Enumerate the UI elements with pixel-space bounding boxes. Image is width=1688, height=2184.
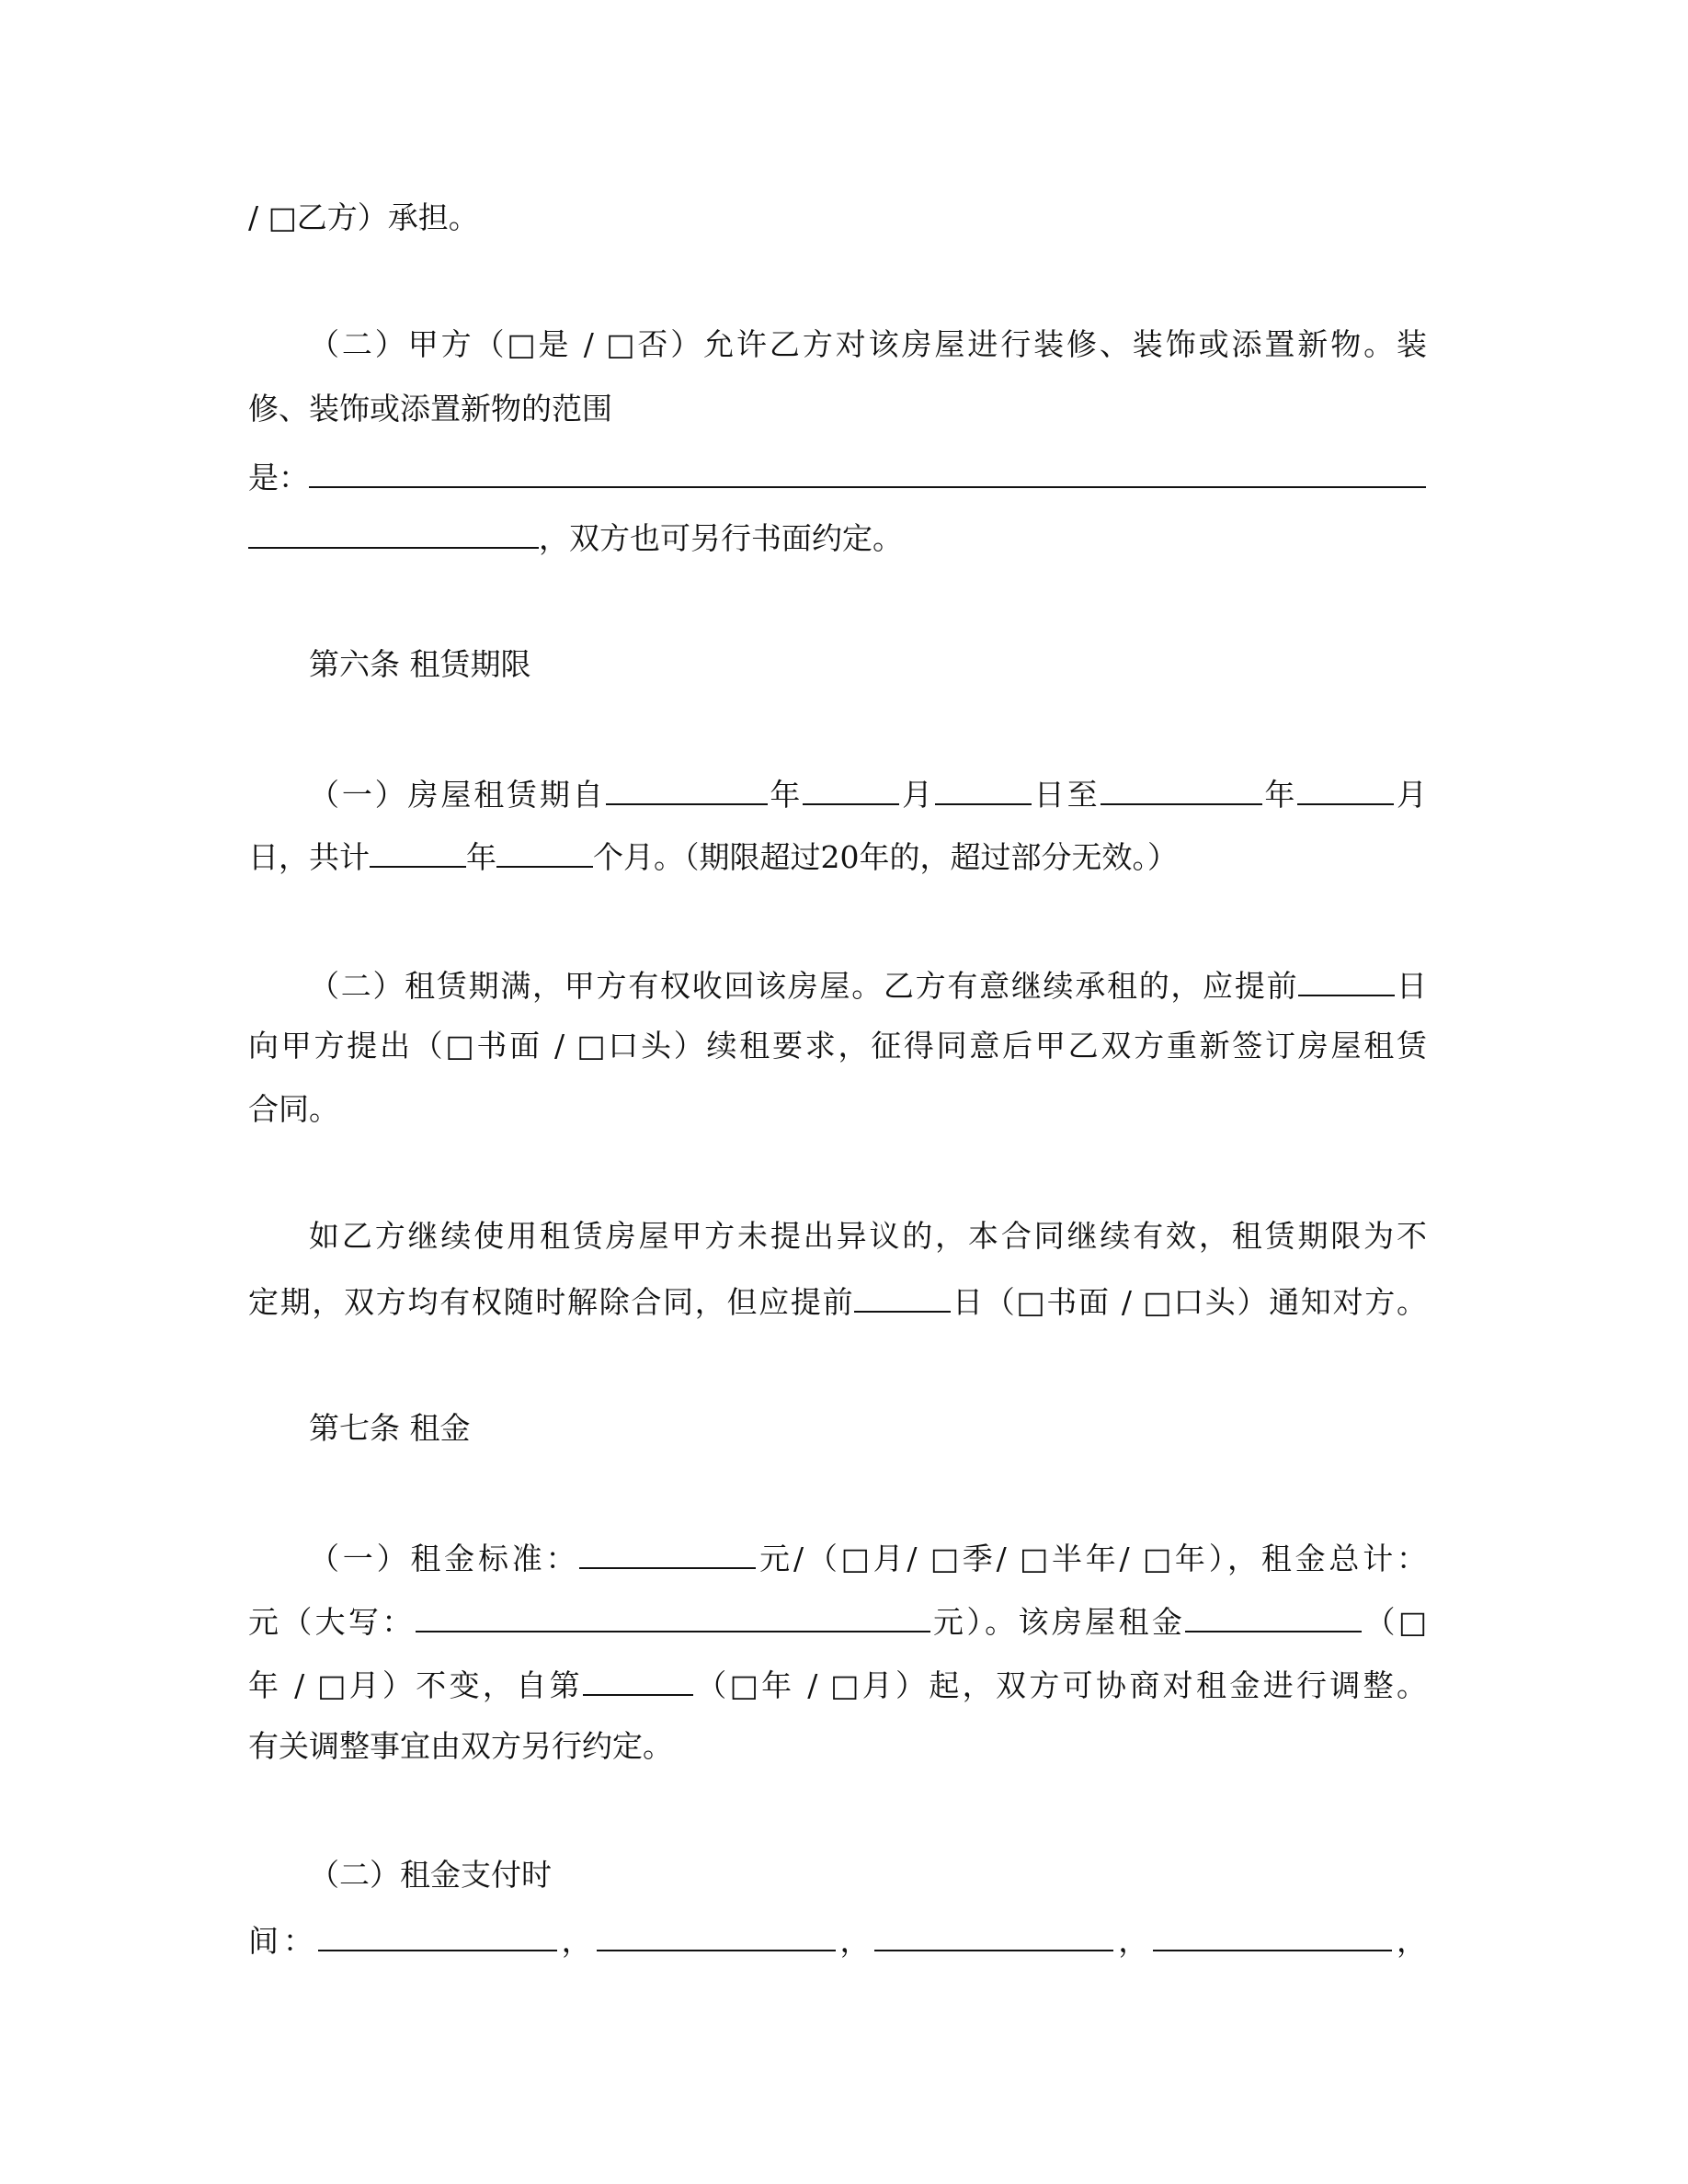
- text-line: [248, 1599, 1427, 1643]
- text: 月: [899, 777, 935, 813]
- blank-field[interactable]: [496, 835, 593, 868]
- blank-field[interactable]: [1185, 1599, 1362, 1632]
- text-line: [248, 835, 1427, 878]
- text: （二）租赁期满，甲方有权收回该房屋。乙方有意继续承租的，应提前: [309, 968, 1299, 1004]
- article-heading: [248, 644, 1427, 685]
- text: 元）。该房屋租金: [930, 1604, 1186, 1640]
- blank-field[interactable]: [1298, 963, 1395, 996]
- heading-text: 第七条 租金: [309, 1410, 471, 1446]
- text: 间：: [248, 1923, 318, 1959]
- text: 元/（□月/ □季/ □半年/ □年），租金总计：: [756, 1541, 1427, 1576]
- heading-text: 第六条 租赁期限: [309, 646, 531, 682]
- text: 年 / □月）不变，自第: [248, 1667, 583, 1703]
- text-line: [248, 772, 1427, 815]
- text: 修、装饰或添置新物的范围: [248, 391, 612, 427]
- text-line: [248, 1726, 1427, 1767]
- text-line: [248, 1918, 1427, 1962]
- blank-field[interactable]: [1153, 1918, 1392, 1951]
- text: 日（□书面 / □口头）通知对方。: [951, 1284, 1427, 1320]
- blank-field[interactable]: [370, 835, 466, 868]
- blank-field[interactable]: [248, 516, 539, 549]
- blank-field[interactable]: [309, 455, 1426, 488]
- blank-field[interactable]: [606, 772, 768, 805]
- text-line: [248, 324, 1427, 365]
- text: ，: [556, 1923, 597, 1959]
- text-line: [248, 1026, 1427, 1066]
- text: （□年 / □月）起，双方可协商对租金进行调整。: [692, 1667, 1427, 1703]
- article-heading: [248, 1408, 1427, 1449]
- text: 定期，双方均有权随时解除合同，但应提前: [248, 1284, 855, 1320]
- blank-field[interactable]: [318, 1918, 557, 1951]
- text-line: [248, 1280, 1427, 1323]
- text: 向甲方提出（□书面 / □口头）续租要求，征得同意后甲乙双方重新签订房屋租赁: [248, 1028, 1427, 1064]
- text: 日，共计: [248, 839, 370, 875]
- text: 年: [1261, 777, 1298, 813]
- text-line: [248, 1089, 1427, 1130]
- text-line: [248, 1216, 1427, 1257]
- text-line: [248, 455, 1427, 498]
- text: / □乙方）承担。: [248, 199, 479, 235]
- blank-field[interactable]: [803, 772, 899, 805]
- text: 日至: [1031, 777, 1101, 813]
- text-line: [248, 1536, 1427, 1579]
- text: 有关调整事宜由双方另行约定。: [248, 1728, 673, 1764]
- text: ，: [835, 1923, 875, 1959]
- blank-field[interactable]: [1101, 772, 1262, 805]
- text: 日: [1395, 968, 1427, 1004]
- text: ，双方也可另行书面约定。: [539, 520, 903, 556]
- blank-field[interactable]: [416, 1599, 930, 1632]
- text: 合同。: [248, 1091, 339, 1127]
- text: 是：: [248, 460, 309, 495]
- text-line: [248, 963, 1427, 1007]
- blank-field[interactable]: [935, 772, 1032, 805]
- blank-field[interactable]: [874, 1918, 1113, 1951]
- text: （二）甲方（□是 / □否）允许乙方对该房屋进行装修、装饰或添置新物。装: [309, 326, 1427, 362]
- blank-field[interactable]: [1297, 772, 1394, 805]
- text: ，: [1392, 1923, 1428, 1959]
- blank-field[interactable]: [854, 1280, 951, 1313]
- text: 年: [767, 777, 804, 813]
- text: 年: [466, 839, 496, 875]
- blank-field[interactable]: [583, 1663, 693, 1696]
- text-line: [248, 1663, 1427, 1706]
- text: 如乙方继续使用租赁房屋甲方未提出异议的，本合同继续有效，租赁期限为不: [309, 1218, 1427, 1254]
- text-line: [248, 389, 1427, 429]
- text: （一）房屋租赁期自: [309, 777, 606, 813]
- blank-field[interactable]: [579, 1536, 756, 1569]
- text: （二）租金支付时: [309, 1857, 552, 1893]
- text: 个月。（期限超过20年的，超过部分无效。）: [593, 839, 1178, 875]
- text: ，: [1113, 1923, 1154, 1959]
- text-line: [248, 198, 1427, 238]
- text: 元（大写：: [248, 1604, 416, 1640]
- blank-field[interactable]: [597, 1918, 836, 1951]
- text: （□: [1362, 1604, 1428, 1640]
- text: 月: [1394, 777, 1428, 813]
- text-line: [248, 1855, 1427, 1895]
- text: （一）租金标准：: [309, 1541, 580, 1576]
- text-line: [248, 516, 1427, 559]
